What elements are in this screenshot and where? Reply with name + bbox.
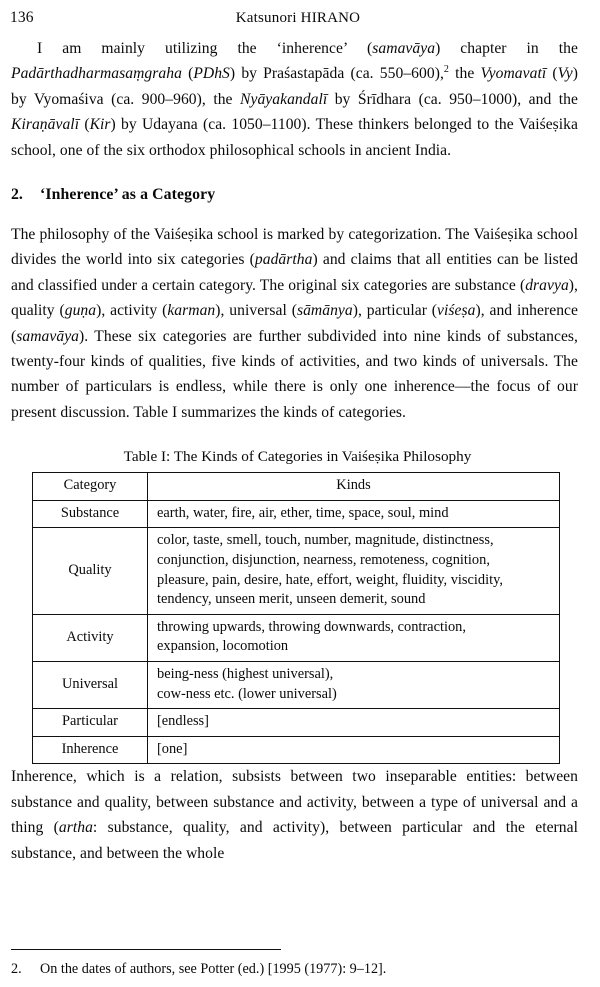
italic-term: padārtha bbox=[254, 251, 313, 269]
section-number: 2. bbox=[11, 186, 23, 204]
text-run: Inherence, which is a relation, subsists between two inseparable entities: between substance and quality, between substance and activity, between a type of universal and a thing ( bbox=[11, 768, 578, 837]
text-run: ) by Udayana (ca. 1050–1100). These thinkers belonged to the Vaiśeṣika school, one of the six orthodox philosophical schools in ancient India. bbox=[11, 116, 578, 159]
italic-term: samavāya bbox=[16, 327, 80, 345]
italic-term: guṇa bbox=[64, 302, 97, 320]
italic-term: PDhS bbox=[193, 65, 230, 83]
section-title: ‘Inherence’ as a Category bbox=[40, 186, 216, 204]
footnote-separator bbox=[11, 949, 281, 950]
text-run: ), activity ( bbox=[96, 302, 168, 320]
categories-table-body bbox=[33, 473, 560, 764]
table-block bbox=[11, 447, 578, 764]
table-cell-category: Quality bbox=[33, 528, 148, 614]
text-run: ), quality ( bbox=[11, 276, 578, 320]
table-header-category: Category bbox=[33, 473, 148, 501]
text-run: by Śrīdhara (ca. 950–1000), and the bbox=[327, 90, 578, 108]
italic-term: Vy bbox=[557, 65, 573, 83]
paragraph-intro bbox=[11, 36, 578, 163]
text-run: ) by Vyomaśiva (ca. 900–960), the bbox=[11, 65, 578, 108]
italic-term: artha bbox=[58, 819, 93, 837]
italic-term: Kir bbox=[89, 116, 111, 134]
italic-term: viśeṣa bbox=[437, 302, 476, 320]
table-cell-kinds: [endless] bbox=[148, 709, 560, 737]
table-cell-category: Activity bbox=[33, 614, 148, 661]
text-run: ) by Praśastapāda (ca. 550–600), bbox=[229, 65, 444, 83]
italic-term: Nyāyakandalī bbox=[240, 90, 328, 108]
text-run: ), particular ( bbox=[352, 302, 438, 320]
italic-term: sāmānya bbox=[296, 302, 353, 320]
text-run: I am mainly utilizing the ‘inherence’ ( bbox=[37, 40, 373, 57]
footnote-number: 2. bbox=[11, 961, 22, 977]
table-row bbox=[33, 662, 560, 709]
text-run: ( bbox=[79, 116, 90, 134]
table-cell-kinds: being-ness (highest universal), cow-ness etc. (lower universal) bbox=[148, 662, 560, 709]
italic-term: Padārthadharmasaṃgraha bbox=[11, 65, 182, 83]
text-run: ) and claims that all entities can be listed and classified under a certain category. The original six categories are substance ( bbox=[11, 251, 579, 294]
table-cell-kinds: throwing upwards, throwing downwards, contraction, expansion, locomotion bbox=[148, 614, 560, 661]
section-heading bbox=[11, 184, 578, 205]
footnote-item bbox=[11, 959, 578, 979]
running-head-title: Katsunori HIRANO bbox=[235, 10, 361, 26]
running-head bbox=[10, 8, 586, 28]
text-run: The philosophy of the Vaiśeṣika school is marked by categorization. The Vaiśeṣika school divides the world into six categories ( bbox=[11, 226, 578, 269]
table-cell-category: Substance bbox=[33, 500, 148, 528]
table-cell-kinds: color, taste, smell, touch, number, magnitude, distinctness, conjunction, disjunction, nearness, remoteness, cognition, pleasure, pain, desire, hate, effort, weight, fluidity, viscidity, tendency, unseen merit, unseen demerit, sound bbox=[148, 528, 560, 614]
text-run: ), universal ( bbox=[215, 302, 297, 320]
page-content bbox=[11, 36, 578, 866]
paragraph-philosophy bbox=[11, 222, 578, 425]
table-cell-kinds: [one] bbox=[148, 736, 560, 764]
table-row bbox=[33, 528, 560, 614]
text-run: the bbox=[448, 65, 481, 83]
table-header-kinds: Kinds bbox=[148, 473, 560, 501]
text-run: : substance, quality, and activity), between particular and the eternal substance, and between the whole bbox=[11, 819, 579, 862]
footnote-marker: 2 bbox=[443, 64, 449, 76]
table-row bbox=[33, 500, 560, 528]
paragraph-inherence-relation bbox=[11, 764, 578, 866]
text-run: ) chapter in the bbox=[435, 40, 578, 57]
table-header-row bbox=[33, 473, 560, 501]
footnote-area bbox=[11, 949, 578, 979]
text-run: ). These six categories are further subdivided into nine kinds of substances, twenty-four kinds of qualities, five kinds of activities, and two kinds of universals. The number of particulars is endless, while there is only one inherence—the focus of our present discussion. Table I summarizes the kinds of categories. bbox=[11, 327, 578, 421]
text-run: ( bbox=[181, 65, 194, 83]
italic-term: dravya bbox=[525, 276, 569, 294]
italic-term: samavāya bbox=[372, 40, 436, 57]
page-number: 136 bbox=[10, 9, 34, 26]
table-cell-kinds: earth, water, fire, air, ether, time, space, soul, mind bbox=[148, 500, 560, 528]
italic-term: Vyomavatī bbox=[480, 65, 547, 83]
table-cell-category: Universal bbox=[33, 662, 148, 709]
table-row bbox=[33, 736, 560, 764]
italic-term: Kiraṇāvalī bbox=[11, 116, 80, 134]
italic-term: karman bbox=[167, 302, 216, 320]
text-run: ), and inherence ( bbox=[11, 302, 578, 345]
text-run: ( bbox=[546, 65, 558, 83]
table-row bbox=[33, 614, 560, 661]
table-cell-category: Particular bbox=[33, 709, 148, 737]
table-row bbox=[33, 709, 560, 737]
table-caption: Table I: The Kinds of Categories in Vaiśeṣika Philosophy bbox=[123, 448, 472, 466]
categories-table bbox=[32, 472, 560, 764]
table-cell-category: Inherence bbox=[33, 736, 148, 764]
footnote-text: On the dates of authors, see Potter (ed.) [1995 (1977): 9–12]. bbox=[40, 961, 387, 977]
